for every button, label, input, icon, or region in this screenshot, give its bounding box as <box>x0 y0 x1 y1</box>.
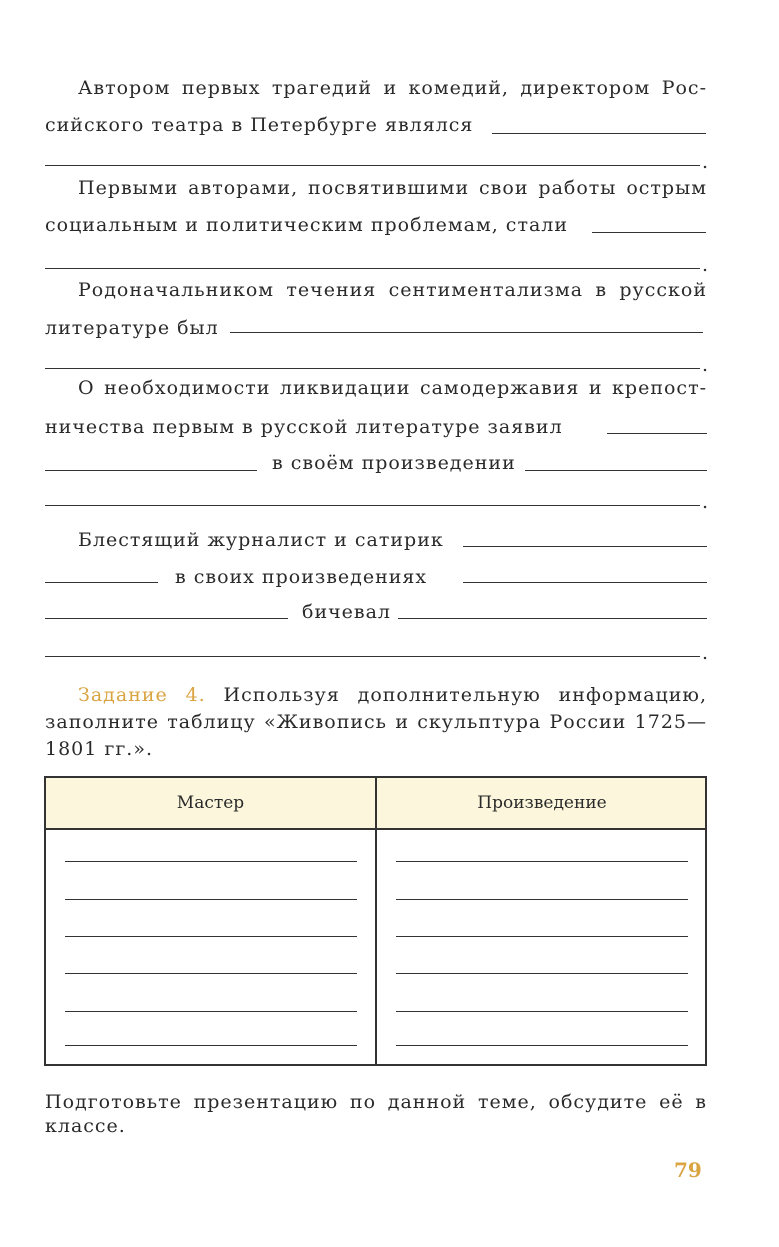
table-answer-line[interactable] <box>396 1045 688 1046</box>
task4-line2: заполните таблицу «Живопись и скульптура России 1725— <box>45 711 707 733</box>
page-number: 79 <box>674 1158 702 1182</box>
p2-line2: социальным и политическим проблемам, стали <box>45 214 569 236</box>
table-answer-line[interactable] <box>396 1011 688 1012</box>
answer-line[interactable] <box>45 618 288 619</box>
answer-line[interactable] <box>607 433 707 434</box>
answer-line[interactable] <box>463 582 707 583</box>
column-divider <box>375 778 377 1064</box>
task4-label: Задание 4. <box>78 684 206 706</box>
period: . <box>702 354 709 376</box>
table-answer-line[interactable] <box>65 1045 357 1046</box>
p3-line2: литературе был <box>45 317 219 339</box>
answer-line[interactable] <box>45 165 700 166</box>
period: . <box>702 254 709 276</box>
answer-line[interactable] <box>45 470 257 471</box>
table-answer-line[interactable] <box>65 1011 357 1012</box>
answer-line[interactable] <box>230 332 703 333</box>
presentation-line1: Подготовьте презентацию по данной теме, обсудите её в <box>45 1091 707 1113</box>
p4-line3: в своём произведении <box>272 452 516 474</box>
period: . <box>702 642 709 664</box>
col-header-master: Мастер <box>176 793 245 813</box>
p5-line3: бичевал <box>302 601 392 623</box>
answer-line[interactable] <box>592 232 706 233</box>
table-answer-line[interactable] <box>65 861 357 862</box>
table-answer-line[interactable] <box>65 973 357 974</box>
period: . <box>702 151 709 173</box>
p5-line2: в своих произведениях <box>175 566 428 588</box>
answer-line[interactable] <box>45 656 700 657</box>
table-answer-line[interactable] <box>65 899 357 900</box>
table-answer-line[interactable] <box>396 936 688 937</box>
answer-line[interactable] <box>45 268 700 269</box>
p4-line2: ничества первым в русской литературе заявил <box>45 416 563 438</box>
painting-sculpture-table <box>44 776 707 1066</box>
table-answer-line[interactable] <box>396 899 688 900</box>
p2-line1: Первыми авторами, посвятившими свои работы острым <box>78 177 707 199</box>
p5-line1: Блестящий журналист и сатирик <box>78 529 444 551</box>
p3-line1: Родоначальником течения сентиментализма в русской <box>78 279 707 301</box>
task4-line3: 1801 гг.». <box>45 738 154 760</box>
answer-line[interactable] <box>492 133 706 134</box>
answer-line[interactable] <box>525 470 707 471</box>
answer-line[interactable] <box>45 582 158 583</box>
answer-line[interactable] <box>45 505 700 506</box>
p4-line1: О необходимости ликвидации самодержавия и крепост- <box>78 377 707 399</box>
presentation-line2: классе. <box>45 1115 126 1137</box>
table-answer-line[interactable] <box>65 936 357 937</box>
answer-line[interactable] <box>45 368 700 369</box>
answer-line[interactable] <box>463 546 707 547</box>
task4-line1: Используя дополнительную информацию, <box>223 684 707 706</box>
period: . <box>702 491 709 513</box>
table-answer-line[interactable] <box>396 973 688 974</box>
answer-line[interactable] <box>398 618 707 619</box>
p1-line2: сийского театра в Петербурге являлся <box>45 114 474 136</box>
p1-line1: Автором первых трагедий и комедий, директором Рос- <box>78 77 707 99</box>
task4-heading <box>78 683 707 707</box>
table-answer-line[interactable] <box>396 861 688 862</box>
col-header-work: Произведение <box>477 793 607 813</box>
